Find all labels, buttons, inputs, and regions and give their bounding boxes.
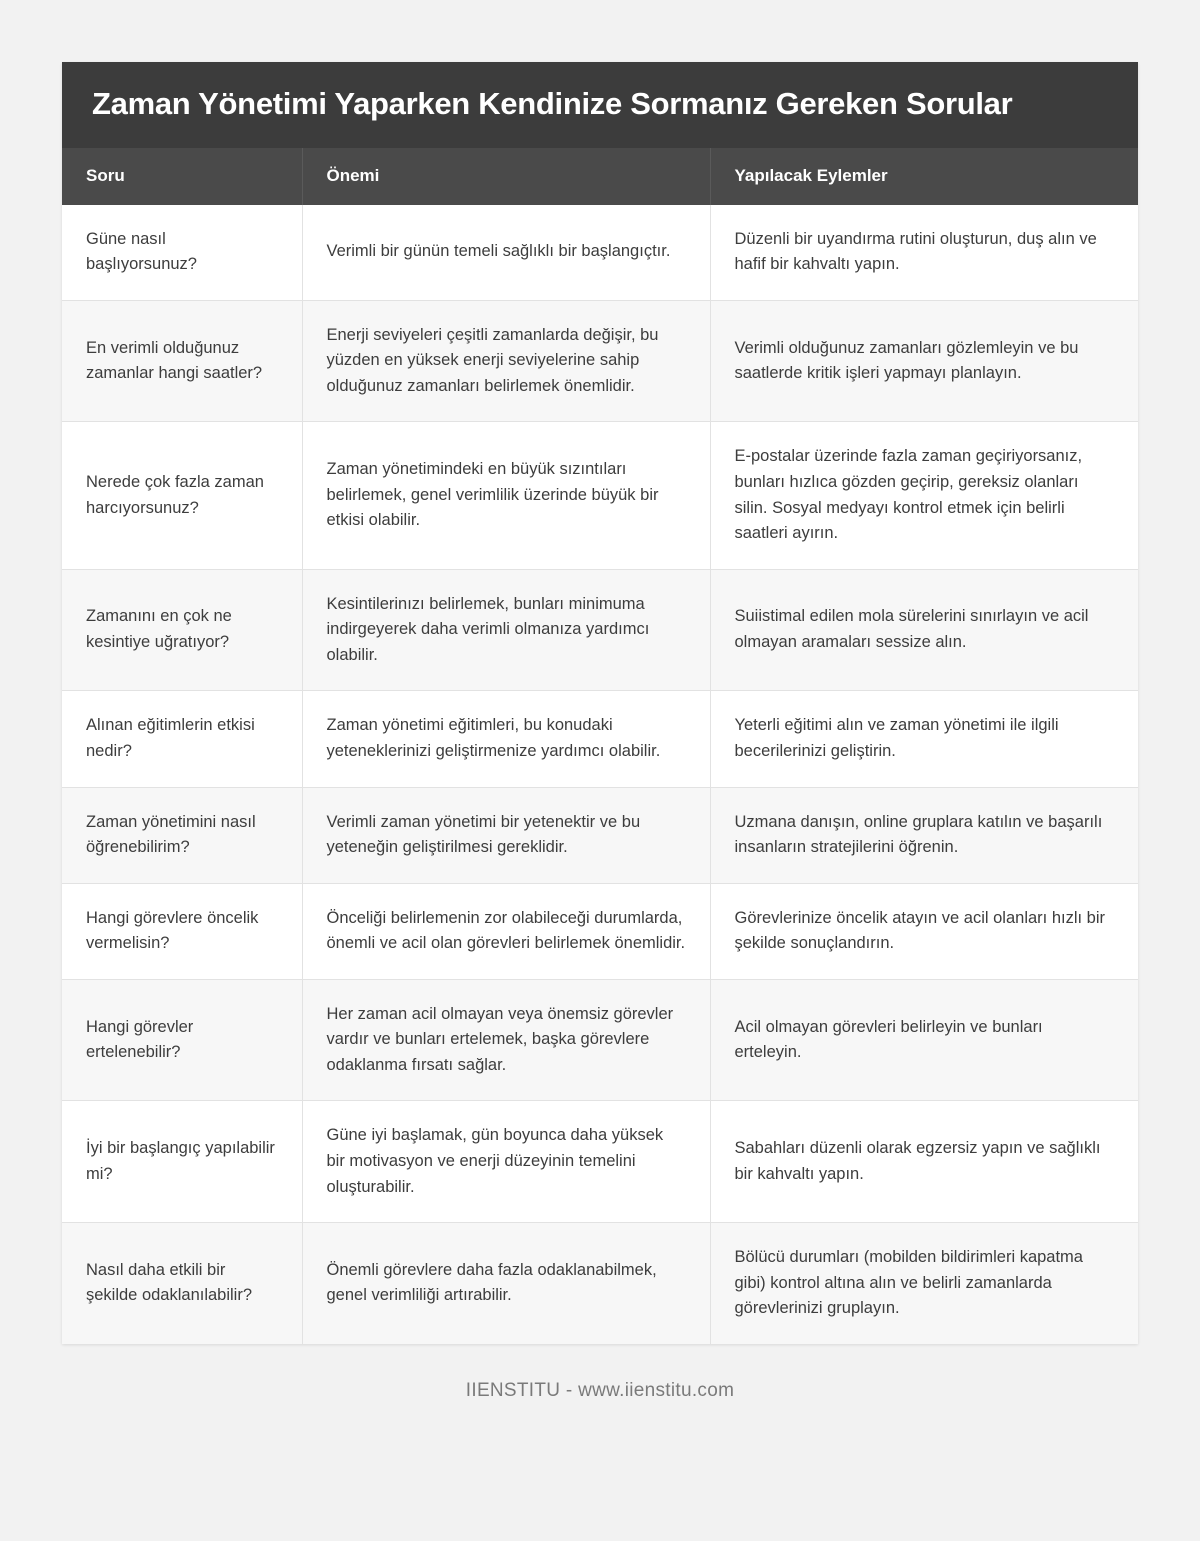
cell-onemi: Her zaman acil olmayan veya önemsiz görevler vardır ve bunları ertelemek, başka görevlere odaklanma fırsatı sağlar. xyxy=(302,979,710,1101)
table-row xyxy=(62,1101,1138,1223)
cell-eylemler: Bölücü durumları (mobilden bildirimleri kapatma gibi) kontrol altına alın ve belirli zamanlarda görevlerinizi gruplayın. xyxy=(710,1223,1138,1344)
page-title: Zaman Yönetimi Yaparken Kendinize Sormanız Gereken Sorular xyxy=(62,62,1138,148)
cell-onemi: Önemli görevlere daha fazla odaklanabilmek, genel verimliliği artırabilir. xyxy=(302,1223,710,1344)
cell-onemi: Zaman yönetimi eğitimleri, bu konudaki yeteneklerinizi geliştirmenize yardımcı olabilir. xyxy=(302,691,710,787)
cell-eylemler: Yeterli eğitimi alın ve zaman yönetimi ile ilgili becerilerinizi geliştirin. xyxy=(710,691,1138,787)
content-card xyxy=(62,62,1138,1344)
cell-soru: Alınan eğitimlerin etkisi nedir? xyxy=(62,691,302,787)
column-header-soru: Soru xyxy=(62,148,302,205)
table-body xyxy=(62,205,1138,1344)
cell-onemi: Önceliği belirlemenin zor olabileceği durumlarda, önemli ve acil olan görevleri belirlemek önemlidir. xyxy=(302,883,710,979)
cell-eylemler: Sabahları düzenli olarak egzersiz yapın ve sağlıklı bir kahvaltı yapın. xyxy=(710,1101,1138,1223)
table-row xyxy=(62,883,1138,979)
table-row xyxy=(62,205,1138,301)
cell-onemi: Kesintilerinızı belirlemek, bunları minimuma indirgeyerek daha verimli olmanıza yardımcı olabilir. xyxy=(302,569,710,691)
cell-soru: En verimli olduğunuz zamanlar hangi saatler? xyxy=(62,300,302,422)
table-row xyxy=(62,300,1138,422)
cell-onemi: Zaman yönetimindeki en büyük sızıntıları belirlemek, genel verimlilik üzerinde büyük bir etkisi olabilir. xyxy=(302,422,710,569)
cell-soru: Nerede çok fazla zaman harcıyorsunuz? xyxy=(62,422,302,569)
cell-soru: Zaman yönetimini nasıl öğrenebilirim? xyxy=(62,787,302,883)
column-header-onemi: Önemi xyxy=(302,148,710,205)
table-row xyxy=(62,422,1138,569)
cell-onemi: Verimli bir günün temeli sağlıklı bir başlangıçtır. xyxy=(302,205,710,301)
table-header xyxy=(62,148,1138,205)
table-row xyxy=(62,979,1138,1101)
cell-eylemler: Suiistimal edilen mola sürelerini sınırlayın ve acil olmayan aramaları sessize alın. xyxy=(710,569,1138,691)
cell-onemi: Enerji seviyeleri çeşitli zamanlarda değişir, bu yüzden en yüksek enerji seviyelerine sahip olduğunuz zamanları belirlemek önemlidir. xyxy=(302,300,710,422)
cell-eylemler: Acil olmayan görevleri belirleyin ve bunları erteleyin. xyxy=(710,979,1138,1101)
cell-soru: Zamanını en çok ne kesintiye uğratıyor? xyxy=(62,569,302,691)
footer-attribution: IIENSTITU - www.iienstitu.com xyxy=(465,1379,735,1401)
table-row xyxy=(62,691,1138,787)
cell-soru: Hangi görevlere öncelik vermelisin? xyxy=(62,883,302,979)
cell-soru: Nasıl daha etkili bir şekilde odaklanılabilir? xyxy=(62,1223,302,1344)
cell-eylemler: Düzenli bir uyandırma rutini oluşturun, duş alın ve hafif bir kahvaltı yapın. xyxy=(710,205,1138,301)
cell-onemi: Verimli zaman yönetimi bir yetenektir ve bu yeteneğin geliştirilmesi gereklidir. xyxy=(302,787,710,883)
table-header-row xyxy=(62,148,1138,205)
cell-eylemler: Görevlerinize öncelik atayın ve acil olanları hızlı bir şekilde sonuçlandırın. xyxy=(710,883,1138,979)
cell-soru: Hangi görevler ertelenebilir? xyxy=(62,979,302,1101)
cell-eylemler: Uzmana danışın, online gruplara katılın ve başarılı insanların stratejilerini öğrenin. xyxy=(710,787,1138,883)
column-header-yapilacak-eylemler: Yapılacak Eylemler xyxy=(710,148,1138,205)
cell-eylemler: E-postalar üzerinde fazla zaman geçiriyorsanız, bunları hızlıca gözden geçirip, gereksiz olanları silin. Sosyal medyayı kontrol etmek için belirli saatleri ayırın. xyxy=(710,422,1138,569)
table-row xyxy=(62,787,1138,883)
table-row xyxy=(62,1223,1138,1344)
cell-eylemler: Verimli olduğunuz zamanları gözlemleyin ve bu saatlerde kritik işleri yapmayı planlayın. xyxy=(710,300,1138,422)
cell-soru: İyi bir başlangıç yapılabilir mi? xyxy=(62,1101,302,1223)
cell-soru: Güne nasıl başlıyorsunuz? xyxy=(62,205,302,301)
cell-onemi: Güne iyi başlamak, gün boyunca daha yüksek bir motivasyon ve enerji düzeyinin temelini oluşturabilir. xyxy=(302,1101,710,1223)
questions-table xyxy=(62,148,1138,1344)
table-row xyxy=(62,569,1138,691)
